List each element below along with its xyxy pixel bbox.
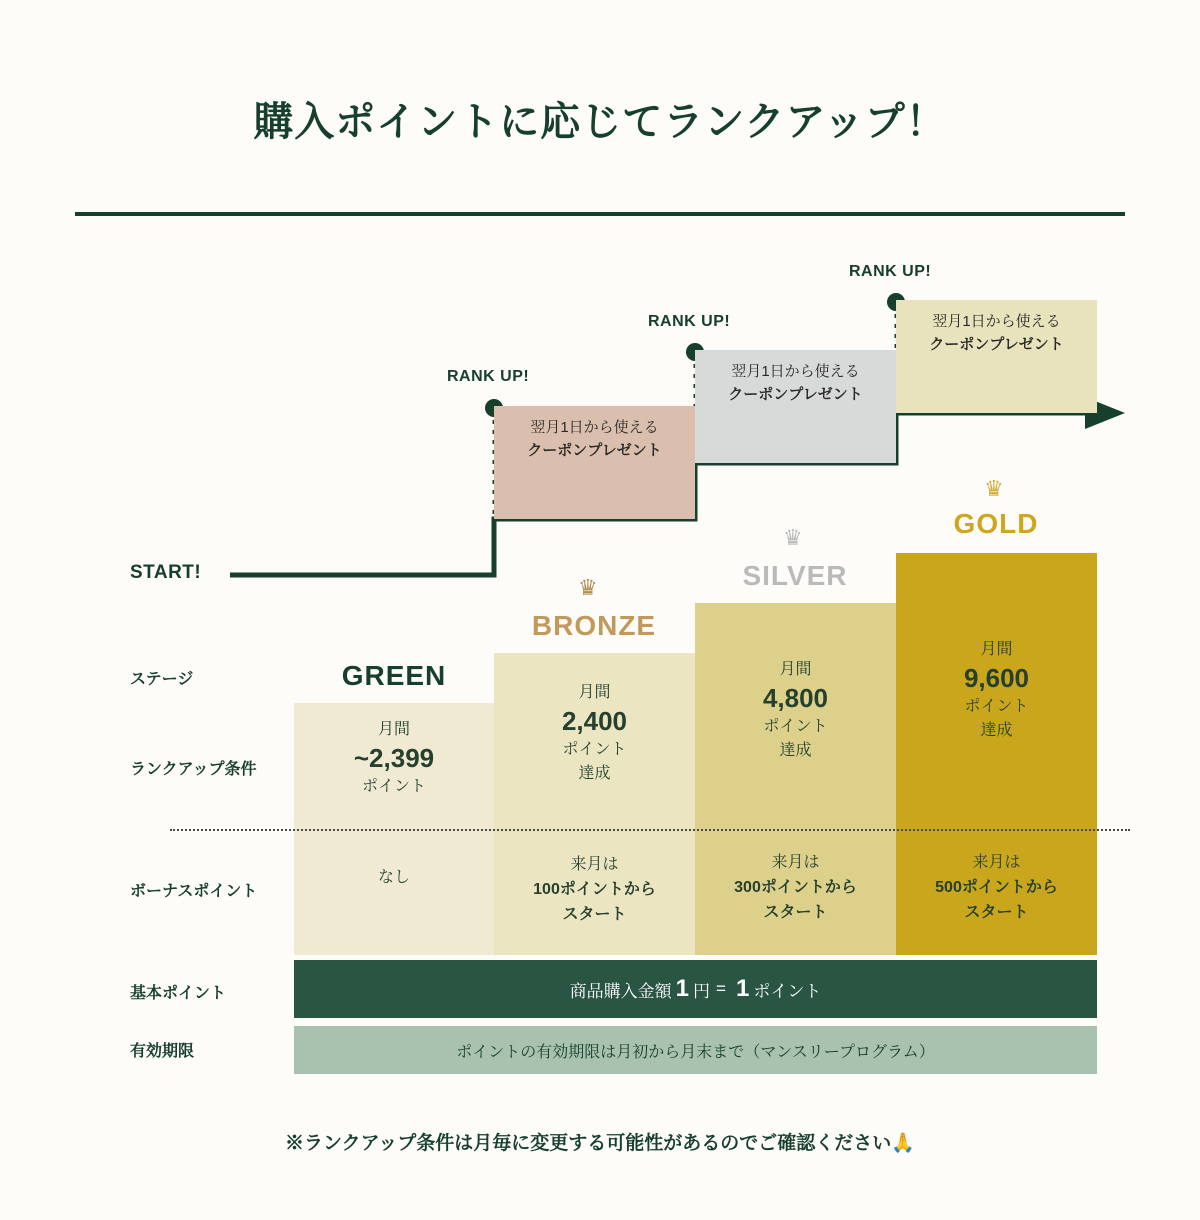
stage-name-green: GREEN xyxy=(341,660,447,691)
coupon-line-2: クーポンプレゼント xyxy=(527,442,662,460)
bonus-line-3: スタート xyxy=(763,903,828,921)
stage-name-gold: GOLD xyxy=(953,508,1039,539)
condition-value: ~2,399 xyxy=(353,743,435,773)
expiry-band: ポイントの有効期限は月初から月末まで（マンスリープログラム） xyxy=(294,1026,1097,1074)
stage-column-gold xyxy=(896,553,1097,955)
condition-prefix: 月間 xyxy=(377,721,410,738)
condition-text-silver xyxy=(695,658,896,763)
condition-prefix: 月間 xyxy=(779,661,812,678)
coupon-box-bronze xyxy=(494,406,695,519)
base-points-equals: = xyxy=(716,979,726,998)
base-points-band xyxy=(294,960,1097,1018)
condition-suffix-2: 達成 xyxy=(578,764,611,782)
bonus-line-2: 500ポイントから xyxy=(935,878,1058,896)
row-label-base: 基本ポイント xyxy=(130,985,227,1002)
base-points-unit: 円 xyxy=(693,981,711,1001)
coupon-line-2: クーポンプレゼント xyxy=(728,386,863,404)
coupon-line-1: 翌月1日から使える xyxy=(731,363,860,380)
bonus-line-2: 100ポイントから xyxy=(533,880,656,898)
condition-text-bronze xyxy=(494,681,695,786)
bonus-text-gold xyxy=(896,851,1097,925)
condition-text-green xyxy=(294,718,494,799)
row-label-condition: ランクアップ条件 xyxy=(130,761,257,778)
bonus-line-1: 来月は xyxy=(972,854,1021,871)
coupon-box-gold xyxy=(896,300,1097,413)
bonus-line-1: なし xyxy=(377,869,410,886)
condition-suffix-1: ポイント xyxy=(763,717,828,735)
coupon-line-2: クーポンプレゼント xyxy=(929,336,1064,354)
condition-value: 4,800 xyxy=(762,683,829,713)
stage-name-bronze: BRONZE xyxy=(531,610,657,641)
bonus-text-green xyxy=(294,866,494,891)
condition-value: 9,600 xyxy=(963,663,1030,693)
coupon-box-silver xyxy=(695,350,896,463)
bonus-line-1: 来月は xyxy=(771,854,820,871)
condition-suffix-2: 達成 xyxy=(980,721,1013,739)
condition-prefix: 月間 xyxy=(980,641,1013,658)
row-label-expiry: 有効期限 xyxy=(130,1043,195,1060)
base-points-prefix: 商品購入金額 xyxy=(569,981,672,1001)
condition-prefix: 月間 xyxy=(578,684,611,701)
stage-column-bronze xyxy=(494,653,695,955)
stage-column-silver xyxy=(695,603,896,955)
condition-suffix-1: ポイント xyxy=(562,740,627,758)
rank-up-label-2: RANK UP! xyxy=(648,313,731,330)
coupon-line-1: 翌月1日から使える xyxy=(530,419,659,436)
bonus-line-1: 来月は xyxy=(570,856,619,873)
crown-icon: ♛ xyxy=(578,575,598,600)
stage-name-silver: SILVER xyxy=(742,560,848,591)
condition-suffix: ポイント xyxy=(361,777,426,795)
rank-up-label-1: RANK UP! xyxy=(447,368,530,385)
start-label: START! xyxy=(130,562,202,583)
coupon-line-1: 翌月1日から使える xyxy=(932,313,1061,330)
crown-icon: ♛ xyxy=(984,476,1004,501)
footnote: ※ランクアップ条件は月毎に変更する可能性があるのでご確認ください🙏 xyxy=(285,1133,915,1154)
rank-up-label-3: RANK UP! xyxy=(849,263,932,280)
condition-text-gold xyxy=(896,638,1097,743)
condition-suffix-1: ポイント xyxy=(964,697,1029,715)
bonus-text-bronze xyxy=(494,853,695,927)
condition-value: 2,400 xyxy=(561,706,628,736)
bonus-line-2: 300ポイントから xyxy=(734,878,857,896)
row-divider-dotted xyxy=(170,829,1130,831)
base-points-value: 1 xyxy=(735,975,750,1002)
base-points-amount: 1 xyxy=(675,975,690,1002)
row-label-stage: ステージ xyxy=(130,671,194,688)
title-divider xyxy=(75,212,1125,216)
bonus-text-silver xyxy=(695,851,896,925)
row-label-bonus: ボーナスポイント xyxy=(130,883,258,900)
bonus-line-3: スタート xyxy=(562,905,627,923)
bonus-line-3: スタート xyxy=(964,903,1029,921)
page-title: 購入ポイントに応じてランクアップ！ xyxy=(253,100,947,144)
condition-suffix-2: 達成 xyxy=(779,741,812,759)
base-points-value-unit: ポイント xyxy=(753,981,822,1001)
crown-icon: ♛ xyxy=(783,525,803,550)
